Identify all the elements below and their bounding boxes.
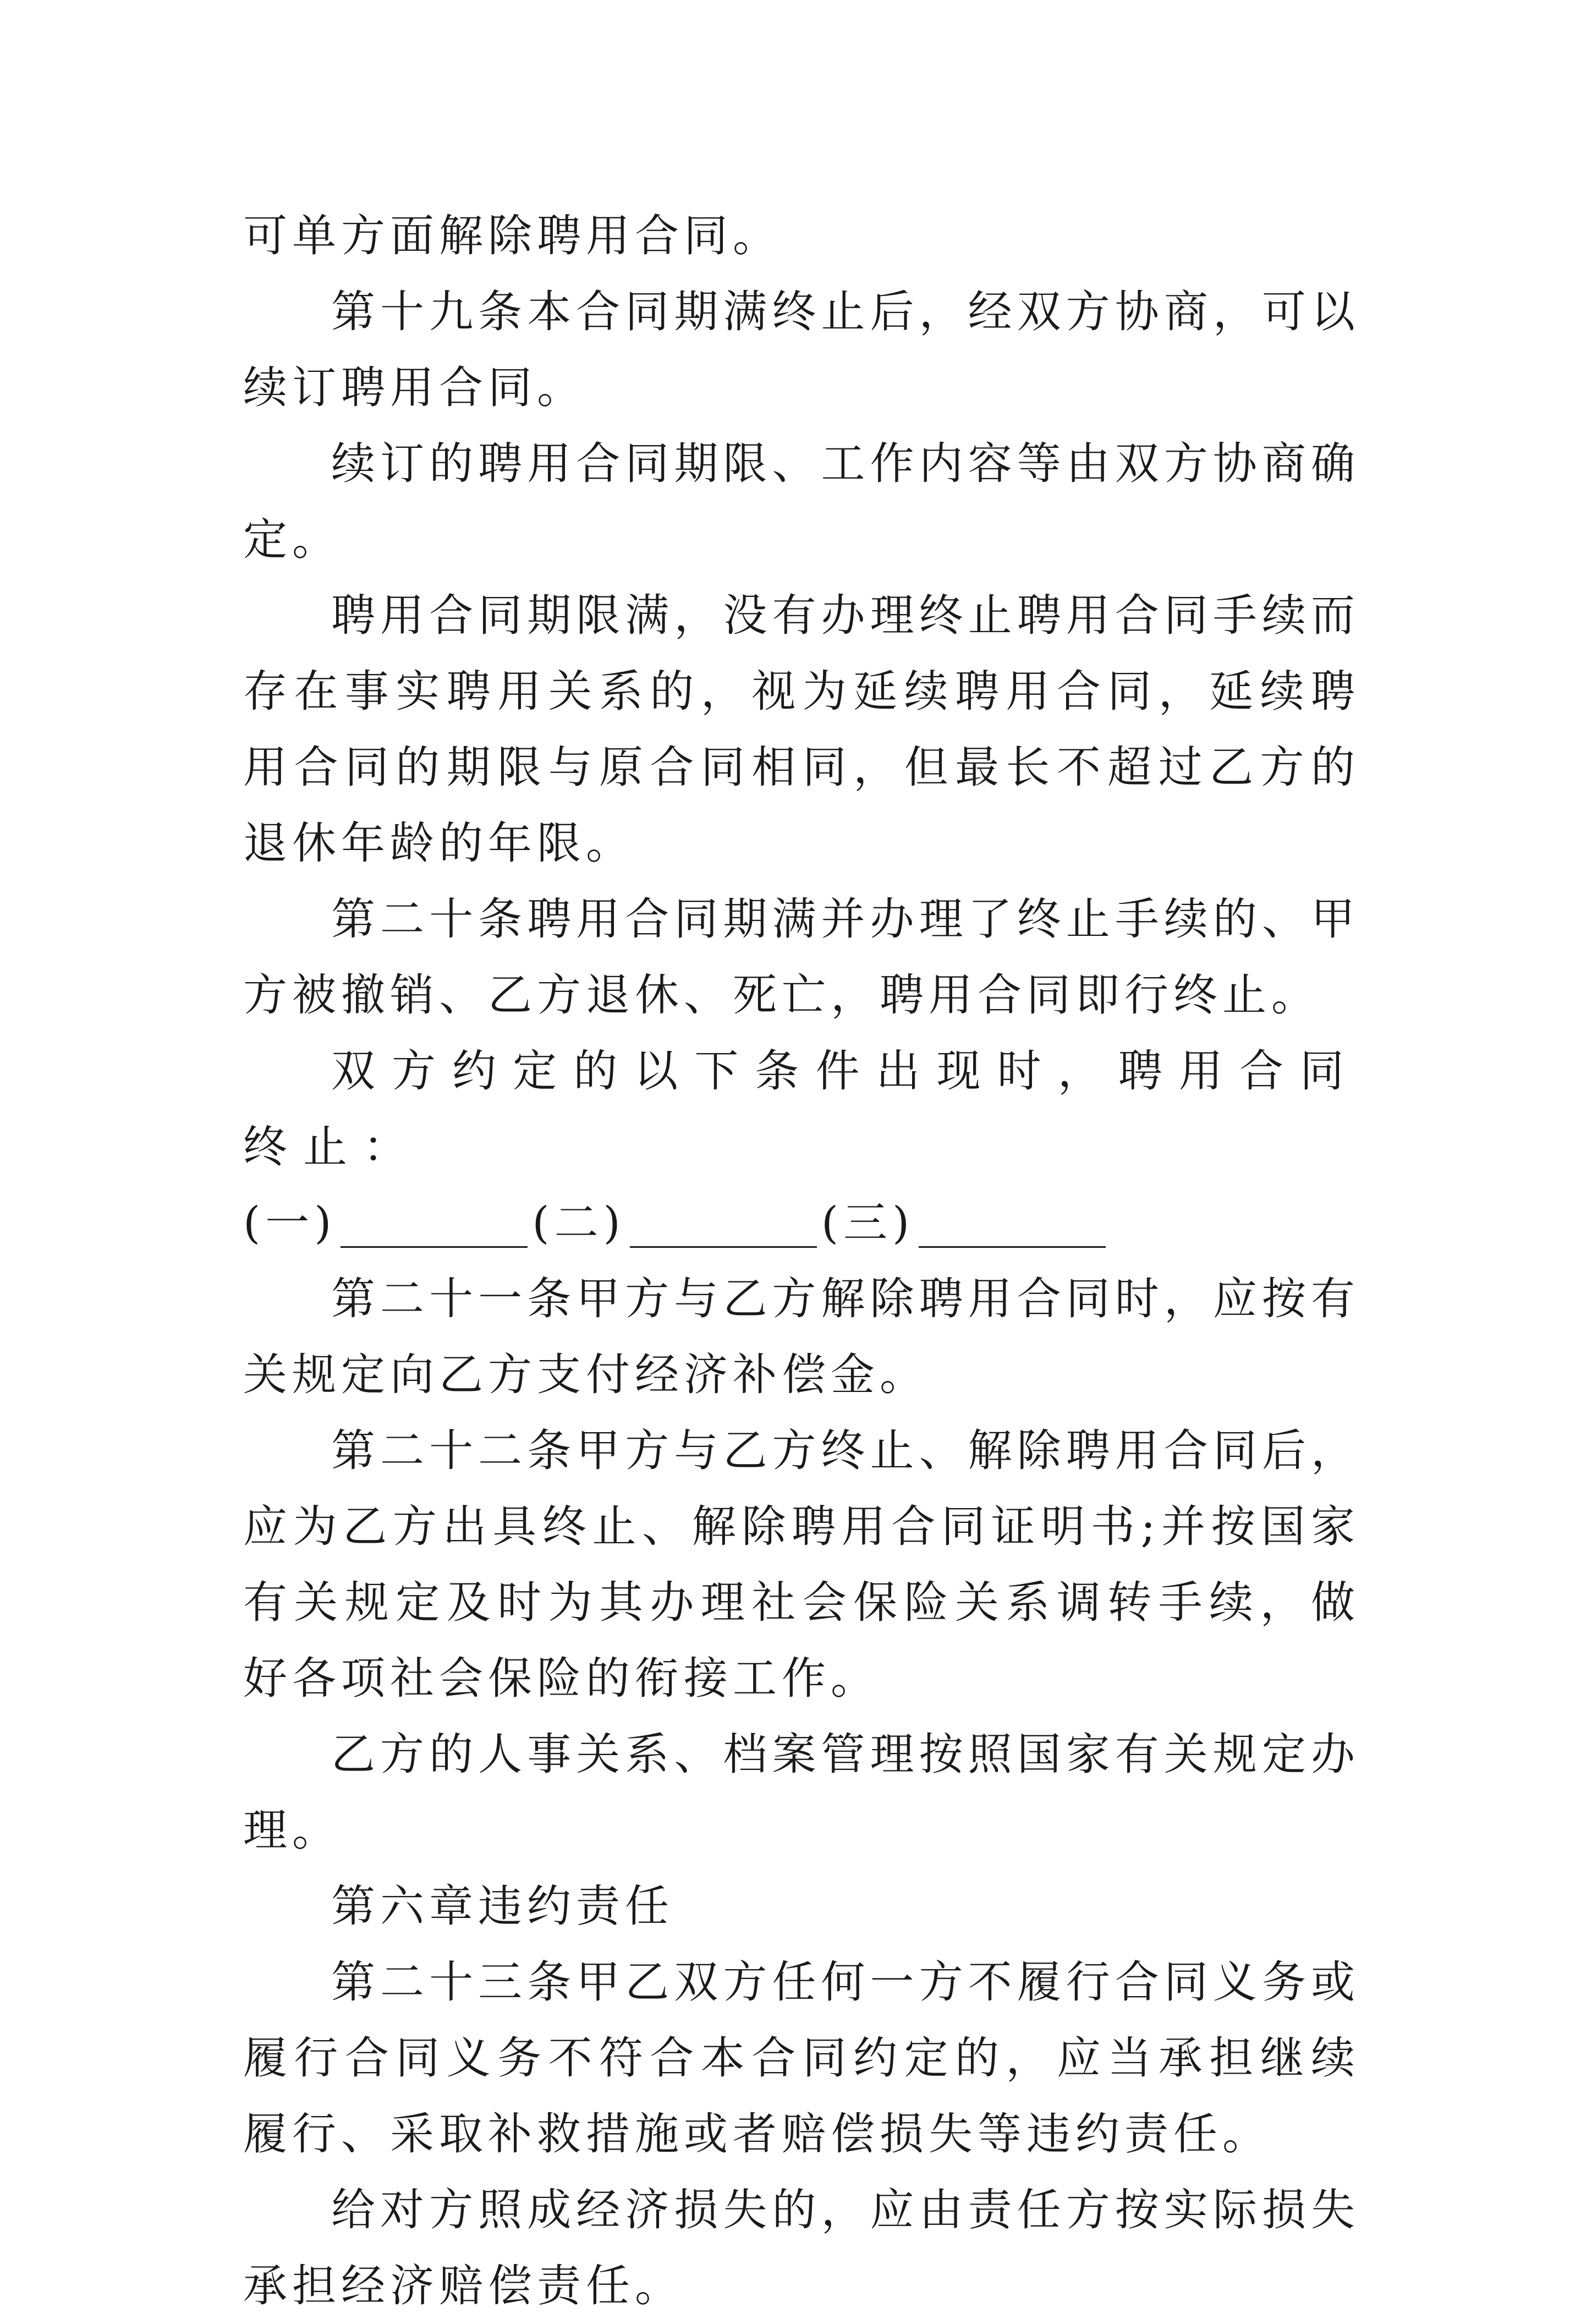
- paragraph-renewal-terms: 续订的聘用合同期限、工作内容等由双方协商确定。: [243, 438, 1360, 565]
- document-body: [243, 198, 1360, 2324]
- condition-label-2: (二): [532, 1197, 625, 1248]
- paragraph-continuation: 可单方面解除聘用合同。: [243, 210, 782, 261]
- condition-blank-3[interactable]: [919, 1202, 1106, 1248]
- paragraph-article-22: 第二十二条甲方与乙方终止、解除聘用合同后，应为乙方出具终止、解除聘用合同证明书;并按国家有关规定及时为其办理社会保险关系调转手续，做好各项社会保险的衔接工作。: [243, 1425, 1360, 1704]
- paragraph-article-20: 第二十条聘用合同期满并办理了终止手续的、甲方被撤销、乙方退休、死亡，聘用合同即行终止。: [243, 894, 1360, 1021]
- paragraph-agreed-conditions: 双方约定的以下条件出现时，聘用合同终止：: [243, 1045, 1360, 1172]
- condition-blank-1[interactable]: [341, 1202, 528, 1248]
- paragraph-article-21: 第二十一条甲方与乙方解除聘用合同时，应按有关规定向乙方支付经济补偿金。: [243, 1273, 1360, 1400]
- conditions-blank-line: [243, 1185, 1360, 1261]
- paragraph-article-19: 第十九条本合同期满终止后，经双方协商，可以续订聘用合同。: [243, 286, 1360, 413]
- chapter-heading-6: 第六章违约责任: [331, 1881, 674, 1932]
- condition-label-3: (三): [821, 1197, 915, 1248]
- paragraph-article-23: 第二十三条甲乙双方任何一方不履行合同义务或履行合同义务不符合本合同约定的，应当承担继续履行、采取补救措施或者赔偿损失等违约责任。: [243, 1956, 1360, 2159]
- paragraph-personnel-records: 乙方的人事关系、档案管理按照国家有关规定办理。: [243, 1729, 1360, 1856]
- paragraph-expired-contract: 聘用合同期限满，没有办理终止聘用合同手续而存在事实聘用关系的，视为延续聘用合同，延续聘用合同的期限与原合同相同，但最长不超过乙方的退休年龄的年限。: [243, 590, 1360, 869]
- paragraph-compensation: 给对方照成经济损失的，应由责任方按实际损失承担经济赔偿责任。: [243, 2184, 1360, 2311]
- condition-blank-2[interactable]: [630, 1202, 817, 1248]
- condition-label-1: (一): [243, 1197, 337, 1248]
